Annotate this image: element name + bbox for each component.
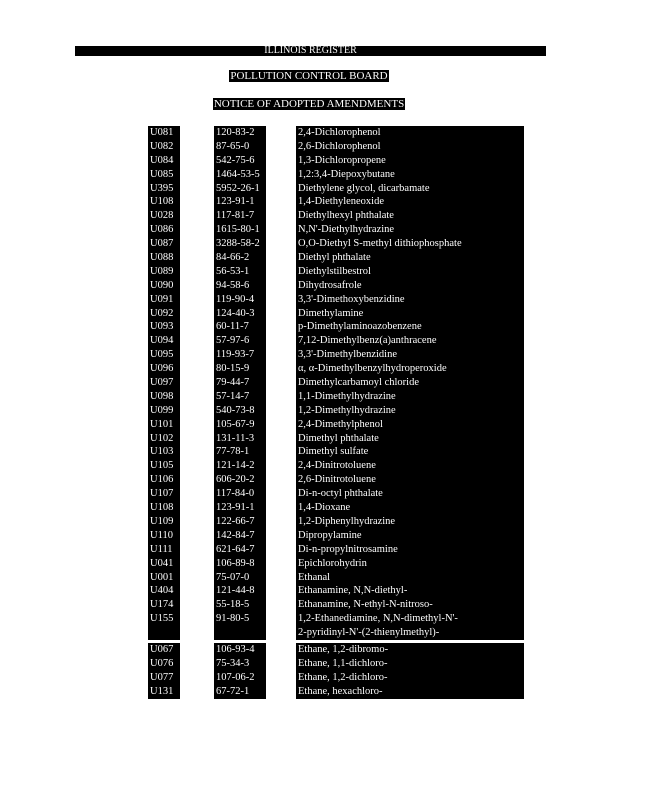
waste-code: U084 [148, 154, 180, 168]
cas-number: 106-93-4 [214, 643, 266, 657]
cas-number: 119-93-7 [214, 348, 266, 362]
waste-code: U087 [148, 237, 180, 251]
waste-code: U108 [148, 195, 180, 209]
substance-cell [296, 515, 524, 529]
substance-cell [296, 279, 524, 293]
waste-code: U110 [148, 529, 180, 543]
substance-name: Dihydrosafrole [298, 279, 362, 291]
table-row [148, 126, 522, 140]
substance-name: 2,6-Dichlorophenol [298, 140, 381, 152]
cas-number: 540-73-8 [214, 404, 266, 418]
table-row [148, 265, 522, 279]
substance-cell [296, 487, 524, 501]
waste-code: U111 [148, 543, 180, 557]
table-row [148, 418, 522, 432]
substance-name: Dimethyl phthalate [298, 432, 379, 444]
cas-number: 91-80-5 [214, 612, 266, 626]
cas-number: 123-91-1 [214, 195, 266, 209]
substance-name: 2,6-Dinitrotoluene [298, 474, 376, 486]
table-row [148, 671, 522, 685]
waste-code: U090 [148, 279, 180, 293]
substance-cell [296, 543, 524, 557]
substance-name: Ethane, 1,1-dichloro- [298, 657, 388, 669]
substance-cell [296, 265, 524, 279]
waste-code: U174 [148, 598, 180, 612]
substance-name: 1,3-Dichloropropene [298, 154, 386, 166]
waste-code [148, 626, 180, 640]
substance-name: Diethylhexyl phthalate [298, 210, 394, 222]
waste-code: U106 [148, 473, 180, 487]
table-row [148, 626, 522, 640]
cas-number: 79-44-7 [214, 376, 266, 390]
table-row [148, 293, 522, 307]
waste-code: U088 [148, 251, 180, 265]
waste-code: U028 [148, 209, 180, 223]
cas-number [214, 626, 266, 640]
table-row [148, 209, 522, 223]
waste-code: U082 [148, 140, 180, 154]
table-row [148, 543, 522, 557]
waste-code: U081 [148, 126, 180, 140]
waste-code: U085 [148, 168, 180, 182]
substance-cell [296, 168, 667, 182]
waste-code: U108 [148, 501, 180, 515]
cas-number: 606-20-2 [214, 473, 266, 487]
hazard-code: (I) [645, 307, 656, 319]
substance-name: 1,4-Dioxane [298, 502, 351, 514]
hazard-code: (I) [645, 571, 656, 583]
cas-number: 1615-80-1 [214, 223, 266, 237]
substance-name: Di-n-octyl phthalate [298, 488, 383, 500]
cas-number: 107-06-2 [214, 671, 266, 685]
waste-code: U107 [148, 487, 180, 501]
substance-name: 1,2:3,4-Diepoxybutane [298, 168, 395, 180]
substance-name: p-Dimethylaminoazobenzene [298, 321, 422, 333]
cas-number: 56-53-1 [214, 265, 266, 279]
substance-name: 2,4-Dinitrotoluene [298, 460, 376, 472]
substance-cell [296, 432, 524, 446]
substance-cell [296, 459, 524, 473]
cas-number: 60-11-7 [214, 320, 266, 334]
substance-cell [296, 154, 524, 168]
substance-name: Ethane, 1,2-dibromo- [298, 643, 389, 655]
substance-name: 1,4-Diethyleneoxide [298, 196, 385, 208]
register-header-bar [75, 46, 546, 56]
substance-name: α, α-Dimethylbenzylhydroperoxide [298, 363, 447, 375]
substance-cell [296, 612, 524, 626]
substance-cell [296, 251, 524, 265]
substance-cell [296, 307, 656, 321]
cas-number: 119-90-4 [214, 293, 266, 307]
cas-number: 1464-53-5 [214, 168, 266, 182]
table-row [148, 529, 656, 543]
table-row [148, 154, 522, 168]
substance-cell [296, 643, 524, 657]
table-row [148, 445, 522, 459]
substance-cell [296, 182, 524, 196]
substance-cell [296, 557, 524, 571]
substance-name: Dimethylamine [298, 307, 364, 319]
substance-name: Ethanal [298, 571, 331, 583]
cas-number: 121-44-8 [214, 584, 266, 598]
substance-name: Ethane, hexachloro- [298, 685, 383, 697]
cas-number: 77-78-1 [214, 445, 266, 459]
table-row [148, 487, 522, 501]
register-title: ILLINOIS REGISTER [264, 45, 357, 56]
cas-number: 75-07-0 [214, 571, 266, 585]
substance-name: Diethylstilbestrol [298, 265, 371, 277]
substance-name: 1,2-Diphenylhydrazine [298, 515, 396, 527]
substance-cell [296, 657, 524, 671]
board-title: POLLUTION CONTROL BOARD [230, 70, 388, 82]
cas-number: 122-66-7 [214, 515, 266, 529]
table-row [148, 334, 522, 348]
substance-name: 3,3'-Dimethylbenzidine [298, 349, 397, 361]
substance-cell [296, 598, 524, 612]
cas-number: 57-97-6 [214, 334, 266, 348]
table-row [148, 473, 522, 487]
substance-cell [296, 140, 524, 154]
substance-name: 7,12-Dimethylbenz(a)anthracene [298, 335, 437, 347]
waste-code: U077 [148, 671, 180, 685]
substance-cell [296, 376, 524, 390]
substance-name: Dimethyl sulfate [298, 446, 369, 458]
substance-cell [296, 362, 659, 376]
hazard-code: (I) [645, 529, 656, 541]
cas-number: 123-91-1 [214, 501, 266, 515]
substance-cell [296, 473, 524, 487]
substance-name: Dimethylcarbamoyl chloride [298, 377, 420, 389]
cas-number: 124-40-3 [214, 307, 266, 321]
table-row [148, 223, 522, 237]
table-row [148, 362, 659, 376]
table-row [148, 140, 522, 154]
waste-code: U089 [148, 265, 180, 279]
substance-name: 2,4-Dimethylphenol [298, 418, 383, 430]
cas-number: 5952-26-1 [214, 182, 266, 196]
waste-code: U101 [148, 418, 180, 432]
waste-code: U086 [148, 223, 180, 237]
substance-cell [296, 404, 524, 418]
table-row [148, 237, 522, 251]
waste-code: U095 [148, 348, 180, 362]
table-row [148, 279, 522, 293]
table-row [148, 195, 522, 209]
table-row [148, 182, 522, 196]
cas-number: 75-34-3 [214, 657, 266, 671]
cas-number: 3288-58-2 [214, 237, 266, 251]
table-row [148, 515, 522, 529]
waste-code: U001 [148, 571, 180, 585]
substance-name: Ethanamine, N,N-diethyl- [298, 585, 408, 597]
waste-code: U091 [148, 293, 180, 307]
table-row [148, 501, 522, 515]
waste-code: U395 [148, 182, 180, 196]
substance-cell [296, 571, 656, 585]
table-row [148, 376, 522, 390]
substance-name: 1,2-Dimethylhydrazine [298, 404, 396, 416]
hazard-code: (I, T) [645, 168, 667, 180]
substance-cell [296, 671, 524, 685]
table-row [148, 307, 656, 321]
substance-cell [296, 320, 524, 334]
cas-number: 84-66-2 [214, 251, 266, 265]
hazard-code: (R) [645, 363, 659, 375]
waste-code: U093 [148, 320, 180, 334]
waste-code: U076 [148, 657, 180, 671]
cas-number: 117-81-7 [214, 209, 266, 223]
table-row [148, 643, 522, 657]
table-row [148, 685, 522, 699]
table-row [148, 320, 522, 334]
waste-code: U094 [148, 334, 180, 348]
substance-name: Epichlorohydrin [298, 557, 367, 569]
substance-cell [296, 445, 524, 459]
waste-code: U109 [148, 515, 180, 529]
substance-name: 2-pyridinyl-N'-(2-thienylmethyl)- [298, 627, 440, 639]
substance-name: 3,3'-Dimethoxybenzidine [298, 293, 405, 305]
cas-number: 131-11-3 [214, 432, 266, 446]
substance-name: Ethane, 1,2-dichloro- [298, 671, 388, 683]
substance-cell [296, 293, 524, 307]
notice-title: NOTICE OF ADOPTED AMENDMENTS [213, 98, 405, 110]
substance-cell [296, 195, 524, 209]
substance-cell [296, 334, 524, 348]
cas-number: 80-15-9 [214, 362, 266, 376]
substance-name: Diethylene glycol, dicarbamate [298, 182, 430, 194]
cas-number: 67-72-1 [214, 685, 266, 699]
cas-number: 142-84-7 [214, 529, 266, 543]
waste-code: U092 [148, 307, 180, 321]
waste-code: U105 [148, 459, 180, 473]
substance-cell [296, 626, 524, 640]
substance-name: N,N'-Diethylhydrazine [298, 224, 395, 236]
substance-name: O,O-Diethyl S-methyl dithiophosphate [298, 238, 462, 250]
table-row [148, 657, 522, 671]
table-row [148, 432, 522, 446]
substance-name: Dipropylamine [298, 529, 362, 541]
waste-code: U098 [148, 390, 180, 404]
substance-cell [296, 584, 524, 598]
table-row [148, 612, 522, 626]
cas-number: 106-89-8 [214, 557, 266, 571]
waste-code: U097 [148, 376, 180, 390]
waste-code: U041 [148, 557, 180, 571]
table-row [148, 598, 522, 612]
cas-number: 57-14-7 [214, 390, 266, 404]
cas-number: 94-58-6 [214, 279, 266, 293]
cas-number: 621-64-7 [214, 543, 266, 557]
waste-code: U131 [148, 685, 180, 699]
cas-number: 542-75-6 [214, 154, 266, 168]
table-row [148, 571, 656, 585]
substance-cell [296, 418, 524, 432]
substance-cell [296, 223, 524, 237]
table-row [148, 348, 522, 362]
table-row [148, 557, 522, 571]
cas-number: 87-65-0 [214, 140, 266, 154]
substance-cell [296, 529, 656, 543]
table-row [148, 168, 667, 182]
cas-number: 105-67-9 [214, 418, 266, 432]
waste-code: U096 [148, 362, 180, 376]
substance-name: Di-n-propylnitrosamine [298, 543, 398, 555]
waste-code: U102 [148, 432, 180, 446]
table-row [148, 459, 522, 473]
substance-name: 1,1-Dimethylhydrazine [298, 390, 396, 402]
table-row [148, 404, 522, 418]
substance-cell [296, 348, 524, 362]
substance-cell [296, 685, 524, 699]
substance-name: 2,4-Dichlorophenol [298, 127, 381, 138]
waste-code: U404 [148, 584, 180, 598]
substance-cell [296, 501, 524, 515]
substance-name: Ethanamine, N-ethyl-N-nitroso- [298, 599, 433, 611]
table-row [148, 584, 522, 598]
hazardous-waste-table [148, 126, 667, 699]
cas-number: 120-83-2 [214, 126, 266, 140]
substance-cell [296, 209, 524, 223]
table-row [148, 251, 522, 265]
cas-number: 55-18-5 [214, 598, 266, 612]
cas-number: 121-14-2 [214, 459, 266, 473]
substance-name: 1,2-Ethanediamine, N,N-dimethyl-N'- [298, 613, 458, 625]
substance-cell [296, 390, 524, 404]
cas-number: 117-84-0 [214, 487, 266, 501]
substance-cell [296, 237, 524, 251]
substance-cell [296, 126, 524, 140]
substance-name: Diethyl phthalate [298, 252, 371, 264]
waste-code: U067 [148, 643, 180, 657]
waste-code: U099 [148, 404, 180, 418]
waste-code: U103 [148, 445, 180, 459]
waste-code: U155 [148, 612, 180, 626]
table-row [148, 390, 522, 404]
